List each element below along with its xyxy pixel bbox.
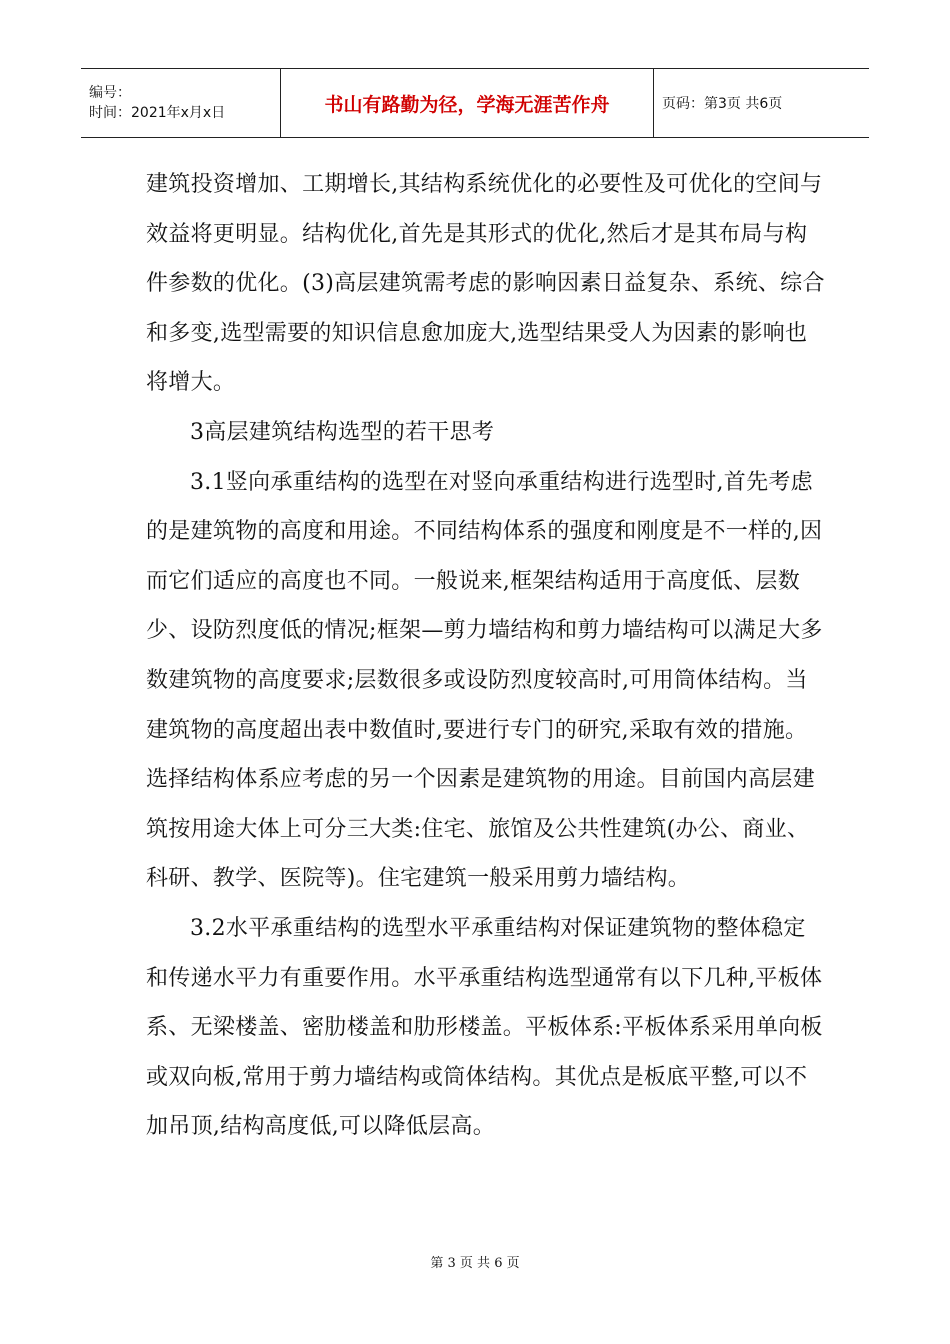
document-time-label: 时间：2021年x月x日 [89,105,226,121]
page-header [81,68,869,138]
header-meta [81,69,281,137]
page-footer: 第 3 页 共 6 页 [430,1256,520,1271]
paragraph-3-2: 3.2水平承重结构的选型水平承重结构对保证建筑物的整体稳定和传递水平力有重要作用。水平承重结构选型通常有以下几种,平板体系、无梁楼盖、密肋楼盖和肋形楼盖。平板体系:平板体系采用单向板或双向板,常用于剪力墙结构或筒体结构。其优点是板底平整,可以不加吊顶,结构高度低,可以降低层高。 [146,915,823,1140]
section-heading: 3高层建筑结构选型的若干思考 [190,419,495,445]
paragraph-3-1: 3.1竖向承重结构的选型在对竖向承重结构进行选型时,首先考虑的是建筑物的高度和用途。不同结构体系的强度和刚度是不一样的,因而它们适应的高度也不同。一般说来,框架结构适用于高度低、层数少、设防烈度低的情况;框架—剪力墙结构和剪力墙结构可以满足大多数建筑物的高度要求;层数很多或设防烈度较高时,可用筒体结构。当建筑物的高度超出表中数值时,要进行专门的研究,采取有效的措施。选择结构体系应考虑的另一个因素是建筑物的用途。目前国内高层建筑按用途大体上可分三大类:住宅、旅馆及公共性建筑(办公、商业、科研、教学、医院等)。住宅建筑一般采用剪力墙结构。 [146,469,823,892]
header-page-info: 页码：第3页 共6页 [662,96,783,112]
document-body [146,160,826,1152]
header-motto: 书山有路勤为径，学海无涯苦作舟 [281,69,654,137]
document-number-label: 编号： [89,85,131,101]
paragraph-1: 建筑投资增加、工期增长,其结构系统优化的必要性及可优化的空间与效益将更明显。结构优化,首先是其形式的优化,然后才是其布局与构件参数的优化。(3)高层建筑需考虑的影响因素日益复杂、系统、综合和多变,选型需要的知识信息愈加庞大,选型结果受人为因素的影响也将增大。 [146,172,825,396]
